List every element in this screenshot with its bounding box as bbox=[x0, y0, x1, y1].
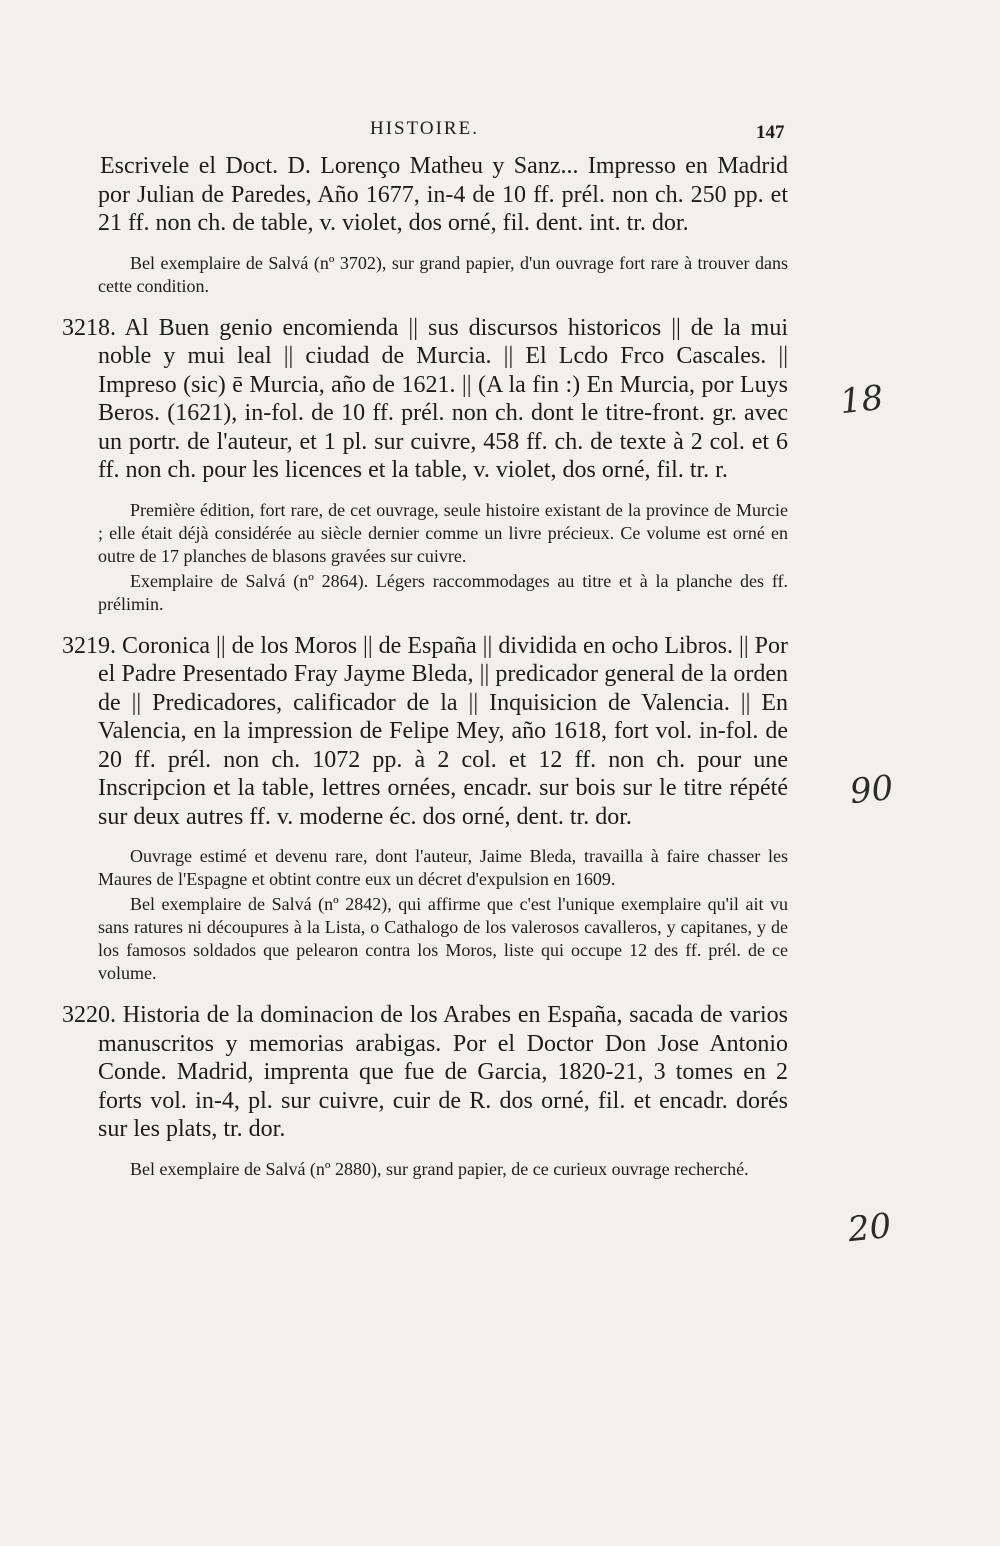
handwritten-price-note: 90 bbox=[848, 767, 896, 813]
entry-text: Al Buen genio encomienda || sus discursos historicos || de la mui noble y mui leal || ciudad de Murcia. || El Lcdo Frco Cascales. || Impreso (sic) ē Murcia, año de 1621. || (A la fin :) En Murcia, por Luys Beros. (1621), in-fol. de 10 ff. prél. non ch. dont le titre-front. gr. avec un portr. de l'auteur, et 1 pl. sur cuivre, 458 ff. ch. de texte à 2 col. et 6 ff. non ch. pour les licences et la table, v. violet, dos orné, fil. tr. r. bbox=[98, 314, 788, 483]
entry-number: 3219. bbox=[62, 632, 116, 659]
entry-text: Coronica || de los Moros || de España || dividida en ocho Libros. || Por el Padre Presentado Fray Jayme Bleda, || predicador general de la orden de || Predicadores, calificador de la || Inquisicion de Valencia. || En Valencia, en la impression de Felipe Mey, año 1618, fort vol. in-fol. de 20 ff. prél. non ch. 1072 pp. à 2 col. et 12 ff. non ch. pour une Inscripcion et la table, lettres ornées, encadr. sur bois sur le titre répété sur deux autres ff. v. moderne éc. dos orné, dent. tr. dor. bbox=[98, 632, 788, 830]
handwritten-price-note: 18 bbox=[838, 377, 886, 423]
catalogue-body bbox=[62, 152, 789, 1181]
running-title: HISTOIRE. bbox=[370, 118, 479, 139]
page-number: 147 bbox=[756, 122, 785, 143]
entry-number: 3220. bbox=[62, 1002, 116, 1028]
entry-continuation-note: Bel exemplaire de Salvá (nº 3702), sur grand papier, d'un ouvrage fort rare à trouver dans cette condition. bbox=[98, 252, 788, 296]
entry-note: Bel exemplaire de Salvá (nº 2880), sur grand papier, de ce curieux ouvrage recherché. bbox=[130, 1158, 749, 1179]
entry-3219 bbox=[62, 632, 788, 986]
entry-note: Bel exemplaire de Salvá (nº 2842), qui affirme que c'est l'unique exemplaire qu'il ait vu sans ratures ni découpures à la Lista, o Cathalogo de los valerosos cavalleros, y capitanes, y de los famosos soldados que pelearon contra los Moros, liste qui occupe 12 des ff. prél. de ce volume. bbox=[98, 894, 788, 983]
entry-note: Ouvrage estimé et devenu rare, dont l'auteur, Jaime Bleda, travailla à faire chasser les Maures de l'Espagne et obtint contre eux un décret d'expulsion en 1609. bbox=[98, 846, 788, 889]
entry-note: Première édition, fort rare, de cet ouvrage, seule histoire existant de la province de Murcie ; elle était déjà considérée au siècle dernier comme un livre précieux. Ce volume est orné en outre de 17 planches de blasons gravées sur cuivre. bbox=[98, 499, 788, 566]
entry-continuation-text: Escrivele el Doct. D. Lorenço Matheu y Sanz... Impresso en Madrid por Julian de Paredes, Año 1677, in-4 de 10 ff. prél. non ch. 250 pp. et 21 ff. non ch. de table, v. violet, dos orné, fil. dent. int. tr. dor. bbox=[98, 153, 788, 236]
entry-3218 bbox=[62, 314, 788, 616]
entry-text: Historia de la dominacion de los Arabes en España, sacada de varios manuscritos y memorias arabigas. Por el Doctor Don Jose Antonio Conde. Madrid, imprenta que fue de Garcia, 1820-21, 3 tomes en 2 forts vol. in-4, pl. sur cuivre, cuir de R. dos orné, fil. et encadr. dorés sur les plats, tr. dor. bbox=[98, 1002, 789, 1142]
entry-number: 3218. bbox=[62, 314, 116, 341]
entry-3220 bbox=[62, 1001, 789, 1181]
entry-note: Exemplaire de Salvá (nº 2864). Légers raccommodages au titre et à la planche des ff. prélimin. bbox=[98, 570, 788, 614]
running-head bbox=[0, 112, 1000, 142]
handwritten-price-note: 20 bbox=[846, 1205, 894, 1251]
